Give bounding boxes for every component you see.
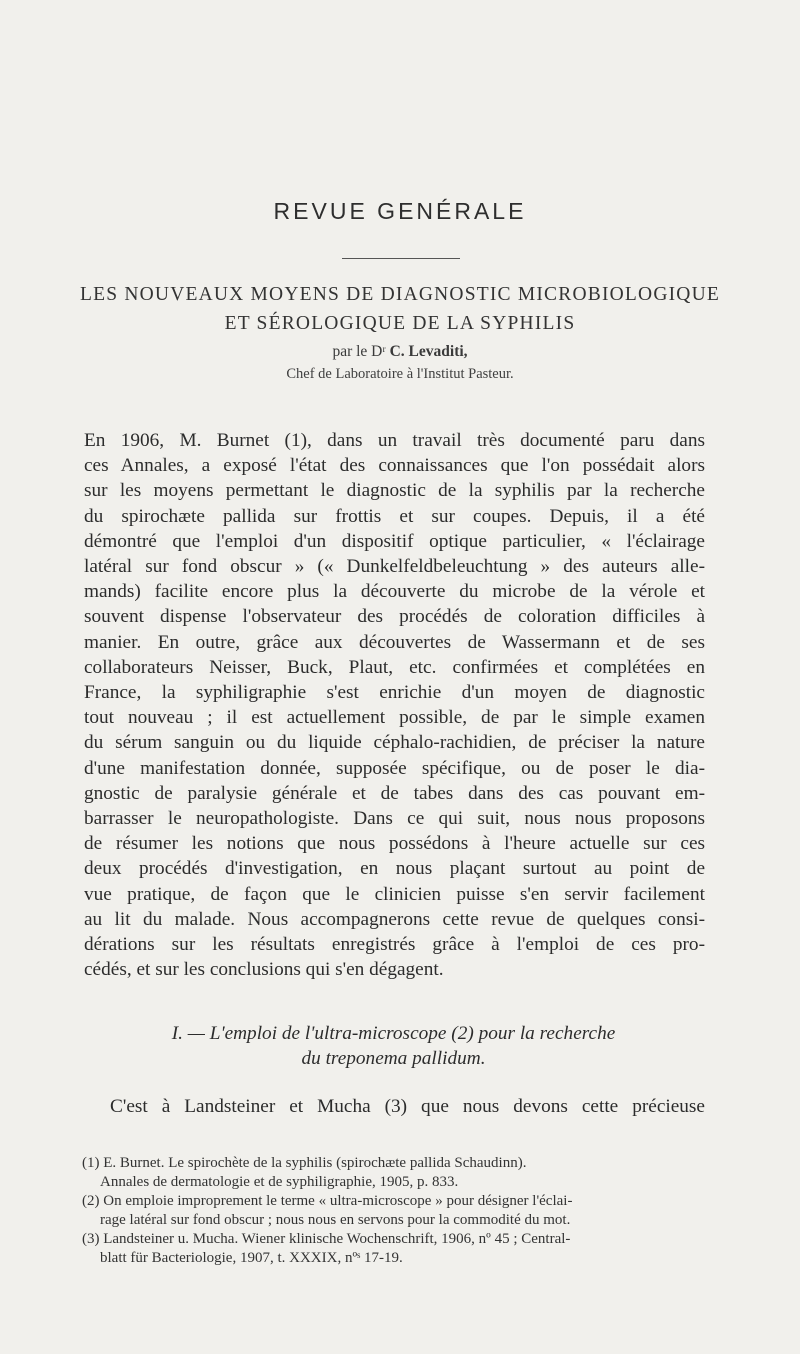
body-line: manier. En outre, grâce aux découvertes de Wassermann et de ses bbox=[84, 631, 705, 653]
body-text bbox=[82, 428, 705, 982]
subsection-heading bbox=[82, 1021, 705, 1071]
article-title-line-2: ET SÉROLOGIQUE DE LA SYPHILIS bbox=[224, 313, 576, 334]
footnote-line: rage latéral sur fond obscur ; nous nous en servons pour la commodité du mot. bbox=[100, 1212, 571, 1228]
body-line: au lit du malade. Nous accompagnerons cette revue de quelques consi- bbox=[84, 908, 705, 930]
body-line: France, la syphiligraphie s'est enrichie d'un moyen de diagnostic bbox=[84, 682, 705, 704]
body-line: du sérum sanguin ou du liquide céphalo-rachidien, de préciser la nature bbox=[84, 732, 705, 754]
footnote-line: (3) Landsteiner u. Mucha. Wiener klinische Wochenschrift, 1906, nº 45 ; Central- bbox=[82, 1231, 571, 1247]
author-name: C. Levaditi, bbox=[389, 343, 468, 360]
subsection-heading-line-2 bbox=[82, 1046, 705, 1071]
body-line: démontré que l'emploi d'un dispositif optique particulier, « l'éclairage bbox=[84, 530, 705, 552]
footnotes bbox=[82, 1154, 705, 1268]
body-line: d'une manifestation donnée, supposée spécifique, ou de poser le dia- bbox=[84, 757, 705, 779]
body-line: gnostic de paralysie générale et de tabes dans des cas pouvant em- bbox=[84, 782, 705, 804]
footnote-line: (1) E. Burnet. Le spirochète de la syphilis (spirochæte pallida Schaudinn). bbox=[82, 1155, 527, 1171]
body-line: latéral sur fond obscur » (« Dunkelfeldbeleuchtung » des auteurs alle- bbox=[84, 556, 705, 578]
body-line: deux procédés d'investigation, en nous plaçant surtout au point de bbox=[84, 858, 705, 880]
body-line: dérations sur les résultats enregistrés grâce à l'emploi de ces pro- bbox=[84, 934, 705, 956]
section-start-line: C'est à Landsteiner et Mucha (3) que nous devons cette précieuse bbox=[110, 1096, 705, 1117]
body-line: collaborateurs Neisser, Buck, Plaut, etc. confirmées et complétées en bbox=[84, 656, 705, 678]
body-line: cédés, et sur les conclusions qui s'en dégagent. bbox=[84, 959, 444, 981]
section-heading: REVUE GENÉRALE bbox=[273, 198, 527, 224]
body-line: ces Annales, a exposé l'état des connaissances que l'on possédait alors bbox=[84, 455, 705, 477]
body-line: du spirochæte pallida sur frottis et sur coupes. Depuis, il a été bbox=[84, 505, 705, 527]
subsection-heading-text-1: I. — L'emploi de l'ultra-microscope (2) pour la recherche bbox=[171, 1023, 616, 1044]
footnote-line: blatt für Bacteriologie, 1907, t. XXXIX, nºˢ 17-19. bbox=[100, 1250, 403, 1266]
subsection-heading-text-2: du treponema pallidum. bbox=[301, 1048, 486, 1069]
subsection-heading-line-1 bbox=[82, 1021, 705, 1046]
body-line: mands) facilite encore plus la découverte du microbe de la vérole et bbox=[84, 581, 705, 603]
byline-prefix: par le Dʳ bbox=[332, 343, 386, 360]
byline bbox=[0, 340, 800, 364]
body-line: vue pratique, de façon que le clinicien puisse s'en servir facilement bbox=[84, 883, 705, 905]
body-line: tout nouveau ; il est actuellement possible, de par le simple examen bbox=[84, 707, 705, 729]
body-line: En 1906, M. Burnet (1), dans un travail très documenté paru dans bbox=[84, 430, 705, 451]
footnote-line: Annales de dermatologie et de syphiligraphie, 1905, p. 833. bbox=[100, 1174, 459, 1190]
title-rule bbox=[342, 258, 460, 259]
article-title-line-1: LES NOUVEAUX MOYENS DE DIAGNOSTIC MICROBIOLOGIQUE bbox=[80, 284, 720, 305]
body-line: de résumer les notions que nous possédons à l'heure actuelle sur ces bbox=[84, 833, 705, 855]
author-affiliation: Chef de Laboratoire à l'Institut Pasteur. bbox=[286, 366, 514, 382]
article-title bbox=[0, 280, 800, 338]
body-line: souvent dispense l'observateur des procédés de coloration difficiles à bbox=[84, 606, 705, 628]
body-line: barrasser le neuropathologiste. Dans ce qui suit, nous nous proposons bbox=[84, 808, 705, 830]
footnote-line: (2) On emploie improprement le terme « ultra-microscope » pour désigner l'éclai- bbox=[82, 1193, 573, 1209]
body-line: sur les moyens permettant le diagnostic de la syphilis par la recherche bbox=[84, 480, 705, 502]
